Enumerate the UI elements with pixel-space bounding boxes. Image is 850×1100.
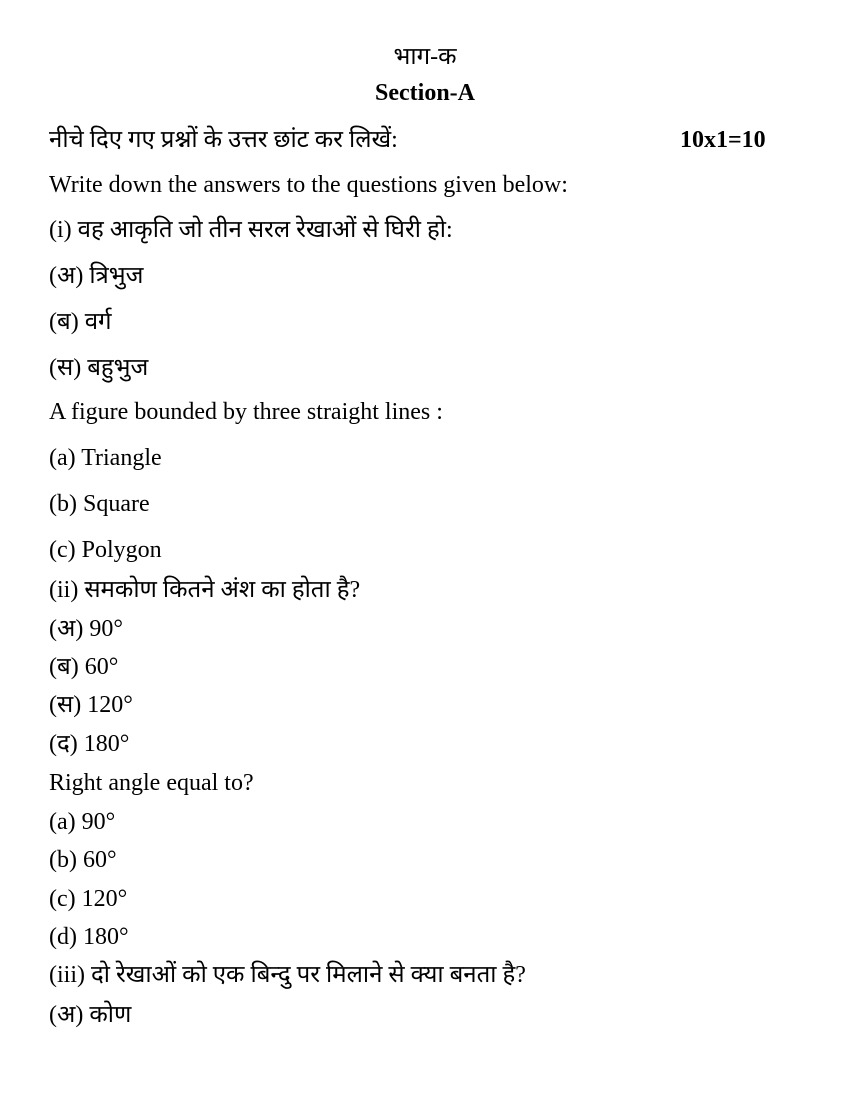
question-3-hindi: (iii) दो रेखाओं को एक बिन्दु पर मिलाने से क्या बनता है? [49, 962, 526, 988]
q1-hindi-option-c: (स) बहुभुज [49, 355, 149, 381]
q1-english-option-a: (a) Triangle [49, 445, 162, 471]
question-1-hindi: (i) वह आकृति जो तीन सरल रेखाओं से घिरी हो: [49, 217, 453, 243]
q2-hindi-option-c: (स) 120° [49, 692, 133, 718]
q2-english-option-c: (c) 120° [49, 886, 128, 912]
q2-hindi-option-d: (द) 180° [49, 731, 130, 757]
q1-hindi-option-a: (अ) त्रिभुज [49, 263, 144, 289]
instruction-english: Write down the answers to the questions given below: [49, 172, 568, 198]
q1-english-option-c: (c) Polygon [49, 537, 162, 563]
section-title-english: Section-A [375, 80, 475, 106]
section-title-hindi: भाग-क [393, 44, 457, 70]
q2-english-option-b: (b) 60° [49, 847, 117, 873]
q2-english-option-a: (a) 90° [49, 809, 116, 835]
instruction-hindi: नीचे दिए गए प्रश्नों के उत्तर छांट कर लिखें: [49, 127, 398, 153]
q1-english-option-b: (b) Square [49, 491, 150, 517]
q2-hindi-option-b: (ब) 60° [49, 654, 119, 680]
marks-label: 10x1=10 [680, 127, 766, 153]
question-1-english: A figure bounded by three straight lines : [49, 399, 443, 425]
question-2-english: Right angle equal to? [49, 770, 254, 796]
q2-english-option-d: (d) 180° [49, 924, 129, 950]
q2-hindi-option-a: (अ) 90° [49, 616, 123, 642]
q3-hindi-option-a: (अ) कोण [49, 1002, 132, 1028]
question-2-hindi: (ii) समकोण कितने अंश का होता है? [49, 577, 361, 603]
q1-hindi-option-b: (ब) वर्ग [49, 309, 112, 335]
